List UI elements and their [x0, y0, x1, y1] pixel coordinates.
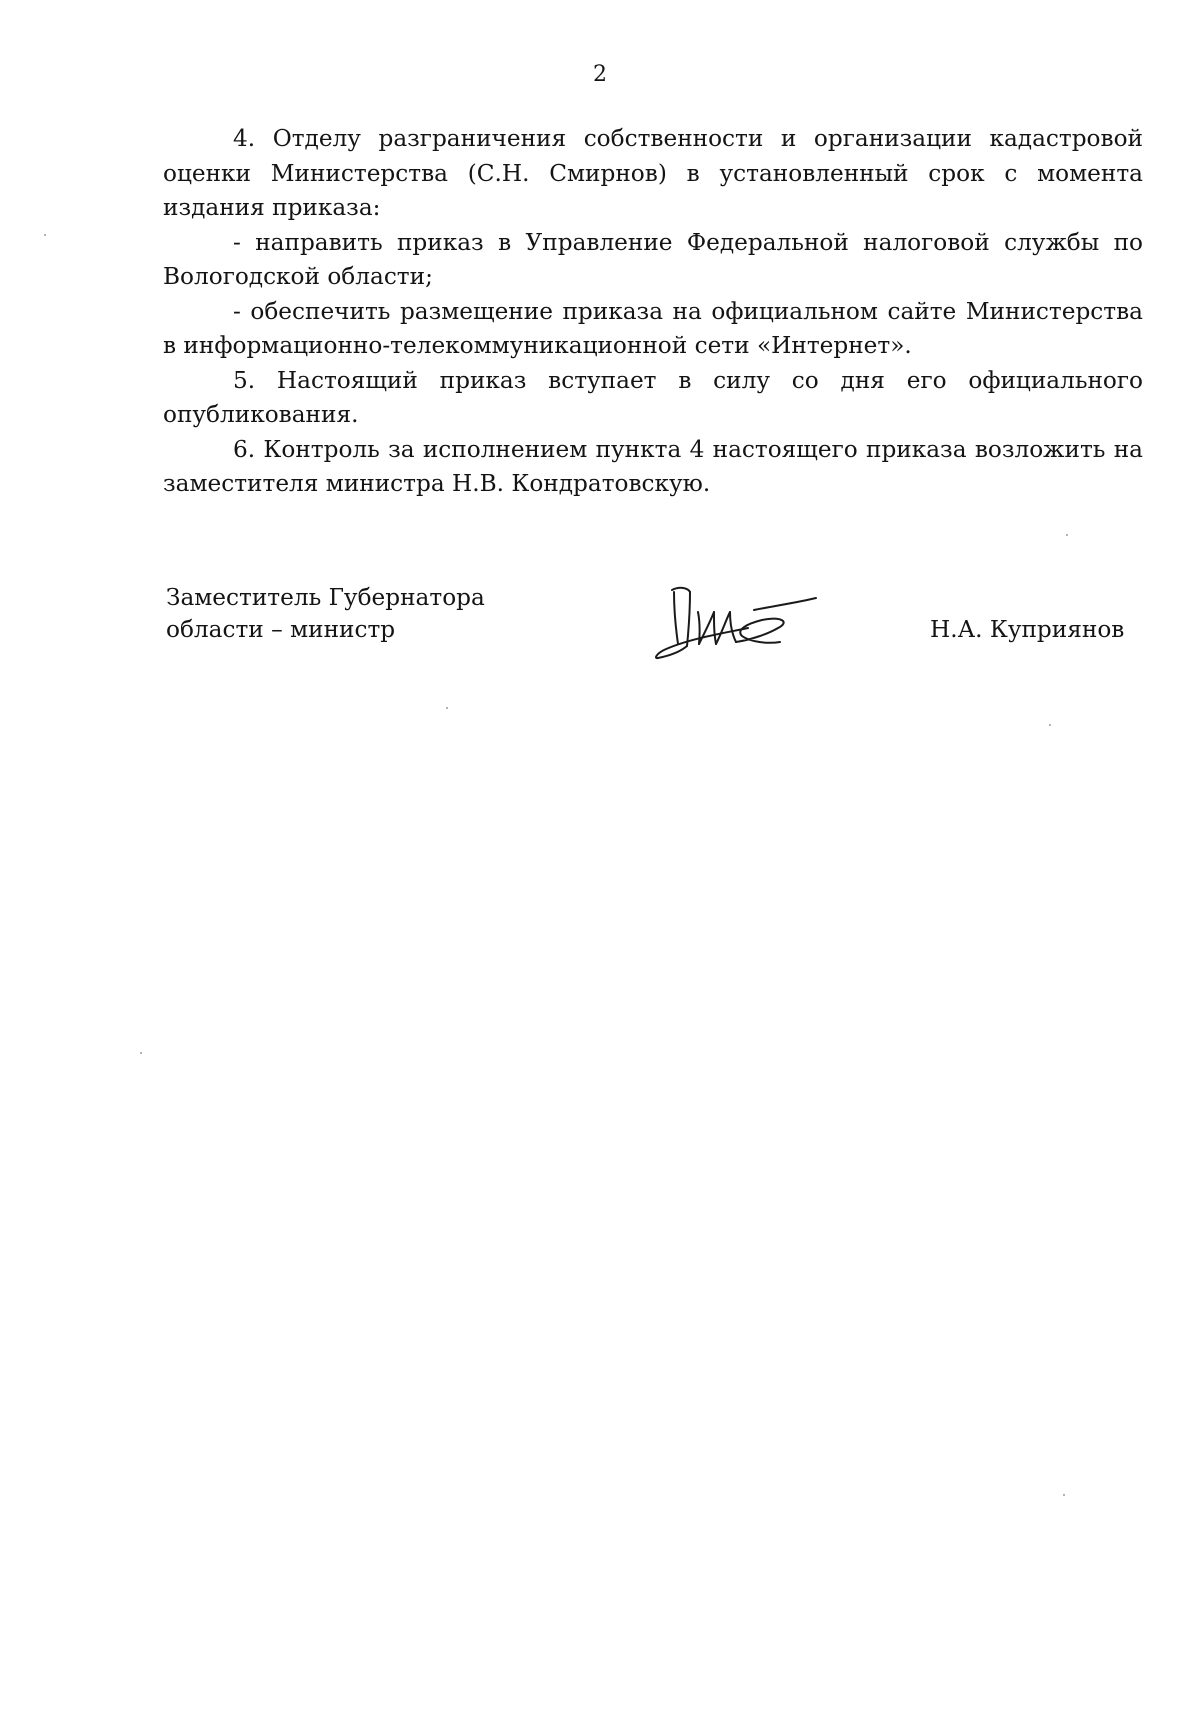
- signer-title-line-2: области – министр: [166, 616, 396, 643]
- signature-block: [0, 582, 1200, 682]
- signer-name: Н.А. Куприянов: [930, 616, 1125, 643]
- paragraph-4: 4. Отделу разграничения собственности и организации кадастровой оценки Министерства (С.Н. Смирнов) в установленный срок с момента издания приказа:: [163, 125, 1143, 221]
- paragraph-5: 5. Настоящий приказ вступает в силу со дня его официального опубликования.: [163, 366, 1143, 428]
- paragraph-6: 6. Контроль за исполнением пункта 4 настоящего приказа возложить на заместителя министра Н.В. Кондратовскую.: [163, 435, 1143, 497]
- scan-speck: [1063, 1494, 1065, 1496]
- paragraph-4-item-2: - обеспечить размещение приказа на официальном сайте Министерства в информационно-телекоммуникационной сети «Интернет».: [163, 297, 1143, 359]
- signer-title-line-1: Заместитель Губернатора: [166, 584, 485, 611]
- scan-speck: [1066, 534, 1068, 536]
- scan-speck: [446, 707, 448, 709]
- page-number: 2: [593, 62, 607, 87]
- handwritten-signature: [650, 582, 820, 662]
- scan-speck: [1049, 724, 1051, 726]
- scan-speck: [140, 1052, 142, 1054]
- scan-speck: [44, 234, 46, 236]
- paragraph-4-item-1: - направить приказ в Управление Федеральной налоговой службы по Вологодской области;: [163, 228, 1143, 290]
- signer-title: [166, 582, 485, 646]
- document-body: [163, 122, 1143, 502]
